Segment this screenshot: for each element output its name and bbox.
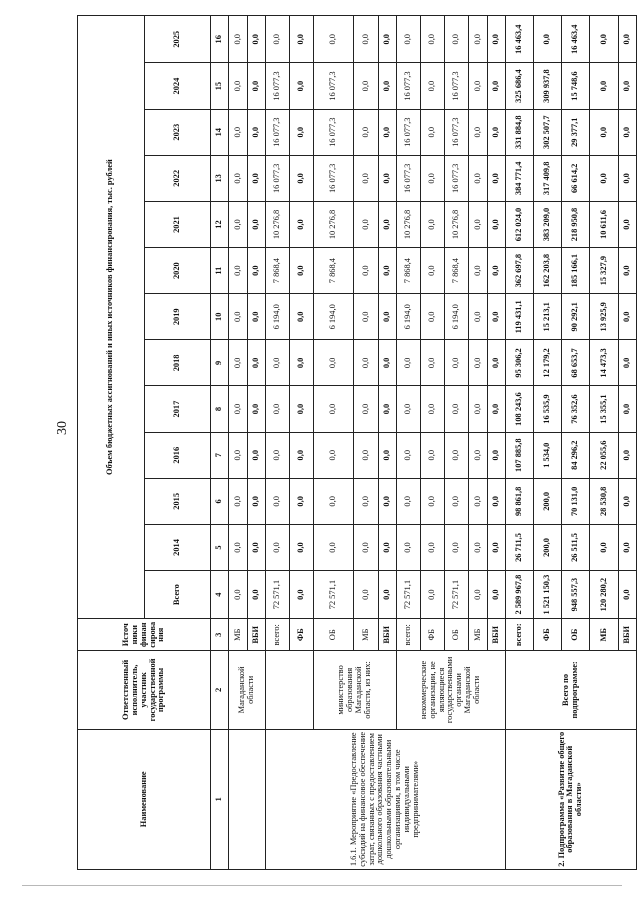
value-cell: 29 377,1 <box>562 109 590 155</box>
value-cell: 15 748,6 <box>562 63 590 109</box>
value-cell: 72 571,1 <box>396 571 420 619</box>
value-cell: 0,0 <box>354 571 378 619</box>
column-number: 16 <box>211 16 229 64</box>
value-cell: 0,0 <box>229 248 247 294</box>
column-number: 8 <box>211 386 229 432</box>
value-cell: 0,0 <box>487 109 505 155</box>
subprogram-name-cell: 2. Подпрограмма «Развитие общего образования в Магаданской области» <box>505 729 636 869</box>
volume-header: Объем бюджетных ассигнований и иных источников финансирования, тыс. рублей <box>78 16 145 619</box>
value-cell: 0,0 <box>247 340 265 386</box>
year-header: 2022 <box>144 155 211 201</box>
top-executor-cell: Магаданской области <box>229 651 265 729</box>
value-cell: 0,0 <box>229 201 247 247</box>
value-cell: 0,0 <box>354 340 378 386</box>
value-cell: 0,0 <box>378 294 396 340</box>
value-cell: 0,0 <box>265 524 289 570</box>
value-cell: 0,0 <box>265 386 289 432</box>
value-cell: 0,0 <box>229 571 247 619</box>
value-cell: 10 276,8 <box>396 201 420 247</box>
value-cell: 6 194,0 <box>445 294 469 340</box>
value-cell: 13 925,9 <box>590 294 618 340</box>
value-cell: 0,0 <box>354 63 378 109</box>
column-number: 12 <box>211 201 229 247</box>
value-cell: 0,0 <box>469 294 487 340</box>
source-cell: ВБИ <box>487 619 505 651</box>
source-cell: МБ <box>354 619 378 651</box>
value-cell: 0,0 <box>420 432 444 478</box>
value-cell: 0,0 <box>487 294 505 340</box>
nko-executor-cell: некоммерческие организации, не являющиеся государственными органами Магаданской области <box>396 651 505 729</box>
value-cell: 0,0 <box>314 432 354 478</box>
value-cell: 0,0 <box>487 524 505 570</box>
value-cell: 0,0 <box>420 478 444 524</box>
value-cell: 0,0 <box>487 155 505 201</box>
value-cell: 0,0 <box>247 524 265 570</box>
column-number: 3 <box>211 619 229 651</box>
source-cell: ОБ <box>445 619 469 651</box>
source-cell: ФБ <box>289 619 313 651</box>
value-cell: 16 077,3 <box>445 63 469 109</box>
value-cell: 0,0 <box>487 386 505 432</box>
value-cell: 162 203,8 <box>533 248 561 294</box>
value-cell: 0,0 <box>247 201 265 247</box>
year-header: 2025 <box>144 16 211 64</box>
value-cell: 10 276,8 <box>265 201 289 247</box>
value-cell: 6 194,0 <box>265 294 289 340</box>
value-cell: 0,0 <box>618 386 636 432</box>
value-cell: 0,0 <box>229 386 247 432</box>
value-cell: 0,0 <box>420 386 444 432</box>
value-cell: 0,0 <box>590 155 618 201</box>
value-cell: 0,0 <box>289 63 313 109</box>
source-cell: ОБ <box>314 619 354 651</box>
value-cell: 7 868,4 <box>445 248 469 294</box>
value-cell: 28 530,8 <box>590 478 618 524</box>
value-cell: 0,0 <box>378 432 396 478</box>
value-cell: 0,0 <box>396 16 420 64</box>
value-cell: 26 711,5 <box>505 524 533 570</box>
value-cell: 0,0 <box>289 432 313 478</box>
value-cell: 0,0 <box>487 248 505 294</box>
value-cell: 0,0 <box>289 248 313 294</box>
value-cell: 218 950,8 <box>562 201 590 247</box>
value-cell: 0,0 <box>469 571 487 619</box>
value-cell: 66 614,2 <box>562 155 590 201</box>
value-cell: 0,0 <box>247 155 265 201</box>
value-cell: 0,0 <box>469 478 487 524</box>
value-cell: 0,0 <box>229 524 247 570</box>
value-cell: 383 209,0 <box>533 201 561 247</box>
year-header: 2018 <box>144 340 211 386</box>
source-cell: ВБИ <box>247 619 265 651</box>
value-cell: 612 024,0 <box>505 201 533 247</box>
measure-name-cell: 1.6.1. Мероприятие «Предоставление субсидий на финансовое обеспечение затрат, связанных с предоставлением дошкольного образования частными дошкольными образовательными организациями, в том числе индивидуальными предпринимателями» <box>265 729 505 869</box>
value-cell: 22 055,6 <box>590 432 618 478</box>
value-cell: 0,0 <box>354 294 378 340</box>
value-cell: 15 327,9 <box>590 248 618 294</box>
value-cell: 6 194,0 <box>396 294 420 340</box>
value-cell: 0,0 <box>469 155 487 201</box>
value-cell: 0,0 <box>354 432 378 478</box>
value-cell: 7 868,4 <box>396 248 420 294</box>
executor-header: Ответственный исполнитель, участник государственной программы <box>78 651 211 729</box>
value-cell: 0,0 <box>247 571 265 619</box>
year-header: 2023 <box>144 109 211 155</box>
value-cell: 0,0 <box>618 294 636 340</box>
value-cell: 0,0 <box>618 63 636 109</box>
year-header: Всего <box>144 571 211 619</box>
value-cell: 0,0 <box>618 571 636 619</box>
column-number: 15 <box>211 63 229 109</box>
value-cell: 0,0 <box>314 524 354 570</box>
value-cell: 0,0 <box>487 478 505 524</box>
value-cell: 0,0 <box>469 248 487 294</box>
value-cell: 16 077,3 <box>265 63 289 109</box>
column-number: 4 <box>211 571 229 619</box>
value-cell: 26 511,5 <box>562 524 590 570</box>
value-cell: 0,0 <box>487 340 505 386</box>
subprogram-total-cell: Всего по подпрограмме: <box>505 651 636 729</box>
value-cell: 0,0 <box>420 340 444 386</box>
value-cell: 16 463,4 <box>505 16 533 64</box>
value-cell: 0,0 <box>247 16 265 64</box>
value-cell: 0,0 <box>618 432 636 478</box>
value-cell: 0,0 <box>469 386 487 432</box>
value-cell: 119 431,1 <box>505 294 533 340</box>
value-cell: 0,0 <box>420 248 444 294</box>
year-header: 2024 <box>144 63 211 109</box>
value-cell: 16 077,3 <box>445 109 469 155</box>
value-cell: 0,0 <box>618 248 636 294</box>
value-cell: 16 077,3 <box>396 109 420 155</box>
value-cell: 107 885,8 <box>505 432 533 478</box>
year-header: 2021 <box>144 201 211 247</box>
value-cell: 0,0 <box>487 16 505 64</box>
value-cell: 0,0 <box>396 386 420 432</box>
value-cell: 0,0 <box>469 524 487 570</box>
value-cell: 0,0 <box>469 432 487 478</box>
value-cell: 0,0 <box>314 386 354 432</box>
value-cell: 0,0 <box>618 109 636 155</box>
value-cell: 0,0 <box>420 155 444 201</box>
source-cell: МБ <box>469 619 487 651</box>
value-cell: 108 243,6 <box>505 386 533 432</box>
value-cell: 16 463,4 <box>562 16 590 64</box>
value-cell: 2 589 967,8 <box>505 571 533 619</box>
value-cell: 0,0 <box>420 201 444 247</box>
value-cell: 0,0 <box>378 478 396 524</box>
header-row <box>78 16 145 870</box>
value-cell: 10 611,6 <box>590 201 618 247</box>
value-cell: 0,0 <box>590 16 618 64</box>
value-cell: 72 571,1 <box>265 571 289 619</box>
source-cell: всего: <box>265 619 289 651</box>
column-number: 7 <box>211 432 229 478</box>
value-cell: 0,0 <box>354 386 378 432</box>
value-cell: 0,0 <box>289 386 313 432</box>
value-cell: 0,0 <box>378 248 396 294</box>
source-cell: всего: <box>505 619 533 651</box>
value-cell: 72 571,1 <box>314 571 354 619</box>
value-cell: 0,0 <box>265 340 289 386</box>
source-cell: МБ <box>590 619 618 651</box>
value-cell: 0,0 <box>445 16 469 64</box>
value-cell: 0,0 <box>247 478 265 524</box>
value-cell: 0,0 <box>265 16 289 64</box>
value-cell: 0,0 <box>229 155 247 201</box>
value-cell: 0,0 <box>289 294 313 340</box>
value-cell: 0,0 <box>618 478 636 524</box>
value-cell: 16 077,3 <box>314 63 354 109</box>
value-cell: 0,0 <box>590 109 618 155</box>
source-cell: всего: <box>396 619 420 651</box>
value-cell: 0,0 <box>354 248 378 294</box>
source-header: Источники финансирования <box>78 619 211 651</box>
value-cell: 0,0 <box>618 524 636 570</box>
value-cell: 15 213,1 <box>533 294 561 340</box>
value-cell: 1 534,0 <box>533 432 561 478</box>
table-row <box>265 16 289 870</box>
value-cell: 12 179,2 <box>533 340 561 386</box>
value-cell: 0,0 <box>378 340 396 386</box>
value-cell: 0,0 <box>396 478 420 524</box>
value-cell: 0,0 <box>354 478 378 524</box>
value-cell: 0,0 <box>247 63 265 109</box>
year-header: 2017 <box>144 386 211 432</box>
value-cell: 200,0 <box>533 478 561 524</box>
value-cell: 0,0 <box>445 340 469 386</box>
value-cell: 0,0 <box>354 16 378 64</box>
value-cell: 0,0 <box>469 201 487 247</box>
value-cell: 185 166,1 <box>562 248 590 294</box>
value-cell: 0,0 <box>396 340 420 386</box>
value-cell: 0,0 <box>487 571 505 619</box>
value-cell: 16 077,3 <box>314 155 354 201</box>
value-cell: 0,0 <box>445 432 469 478</box>
value-cell: 0,0 <box>229 340 247 386</box>
value-cell: 0,0 <box>247 294 265 340</box>
value-cell: 309 937,8 <box>533 63 561 109</box>
value-cell: 0,0 <box>469 63 487 109</box>
value-cell: 0,0 <box>469 340 487 386</box>
value-cell: 0,0 <box>229 294 247 340</box>
financing-table <box>77 15 637 870</box>
measure-executor-cell <box>265 651 313 729</box>
source-cell: ОБ <box>562 619 590 651</box>
value-cell: 0,0 <box>289 340 313 386</box>
name-header: Наименование <box>78 729 211 869</box>
value-cell: 0,0 <box>445 478 469 524</box>
value-cell: 362 697,8 <box>505 248 533 294</box>
value-cell: 0,0 <box>247 248 265 294</box>
value-cell: 68 653,7 <box>562 340 590 386</box>
value-cell: 331 884,8 <box>505 109 533 155</box>
value-cell: 16 077,3 <box>396 63 420 109</box>
column-number: 9 <box>211 340 229 386</box>
value-cell: 7 868,4 <box>314 248 354 294</box>
value-cell: 0,0 <box>396 524 420 570</box>
value-cell: 10 276,8 <box>445 201 469 247</box>
value-cell: 16 077,3 <box>265 155 289 201</box>
year-header: 2020 <box>144 248 211 294</box>
value-cell: 0,0 <box>265 478 289 524</box>
value-cell: 0,0 <box>445 524 469 570</box>
value-cell: 0,0 <box>354 524 378 570</box>
value-cell: 70 131,0 <box>562 478 590 524</box>
value-cell: 0,0 <box>378 155 396 201</box>
year-header: 2014 <box>144 524 211 570</box>
value-cell: 0,0 <box>420 63 444 109</box>
value-cell: 120 280,2 <box>590 571 618 619</box>
column-numbers-row <box>211 16 229 870</box>
value-cell: 95 306,2 <box>505 340 533 386</box>
value-cell: 0,0 <box>420 524 444 570</box>
value-cell: 0,0 <box>487 201 505 247</box>
value-cell: 0,0 <box>314 340 354 386</box>
value-cell: 0,0 <box>420 109 444 155</box>
value-cell: 0,0 <box>590 524 618 570</box>
value-cell: 302 507,7 <box>533 109 561 155</box>
value-cell: 15 355,1 <box>590 386 618 432</box>
source-cell: ВБИ <box>378 619 396 651</box>
value-cell: 0,0 <box>396 432 420 478</box>
source-cell: ФБ <box>533 619 561 651</box>
value-cell: 0,0 <box>289 571 313 619</box>
value-cell: 84 296,2 <box>562 432 590 478</box>
value-cell: 0,0 <box>618 16 636 64</box>
year-header: 2019 <box>144 294 211 340</box>
value-cell: 6 194,0 <box>314 294 354 340</box>
value-cell: 0,0 <box>378 524 396 570</box>
column-number: 14 <box>211 109 229 155</box>
value-cell: 0,0 <box>289 478 313 524</box>
value-cell: 0,0 <box>265 432 289 478</box>
value-cell: 76 352,6 <box>562 386 590 432</box>
value-cell: 98 861,8 <box>505 478 533 524</box>
source-cell: МБ <box>229 619 247 651</box>
value-cell: 0,0 <box>314 16 354 64</box>
column-number: 2 <box>211 651 229 729</box>
table-row <box>229 16 247 870</box>
value-cell: 0,0 <box>469 109 487 155</box>
value-cell: 16 077,3 <box>396 155 420 201</box>
value-cell: 0,0 <box>378 63 396 109</box>
value-cell: 0,0 <box>378 109 396 155</box>
value-cell: 0,0 <box>229 16 247 64</box>
year-header: 2016 <box>144 432 211 478</box>
value-cell: 14 473,3 <box>590 340 618 386</box>
rotated-table-wrapper <box>77 15 637 870</box>
source-cell: ФБ <box>420 619 444 651</box>
value-cell: 0,0 <box>618 340 636 386</box>
value-cell: 0,0 <box>487 432 505 478</box>
value-cell: 325 686,4 <box>505 63 533 109</box>
value-cell: 0,0 <box>469 16 487 64</box>
value-cell: 0,0 <box>378 571 396 619</box>
value-cell: 16 077,3 <box>265 109 289 155</box>
value-cell: 0,0 <box>487 63 505 109</box>
value-cell: 0,0 <box>378 201 396 247</box>
value-cell: 0,0 <box>229 63 247 109</box>
value-cell: 0,0 <box>354 155 378 201</box>
value-cell: 16 077,3 <box>314 109 354 155</box>
scan-edge-line <box>22 885 622 886</box>
year-header: 2015 <box>144 478 211 524</box>
value-cell: 0,0 <box>289 155 313 201</box>
value-cell: 10 276,8 <box>314 201 354 247</box>
value-cell: 0,0 <box>420 16 444 64</box>
value-cell: 0,0 <box>289 201 313 247</box>
ministry-executor-cell: министерство образования Магаданской области, из них: <box>314 651 397 729</box>
source-cell: ВБИ <box>618 619 636 651</box>
value-cell: 16 535,9 <box>533 386 561 432</box>
page-number: 30 <box>55 421 70 435</box>
value-cell: 0,0 <box>378 386 396 432</box>
value-cell: 7 868,4 <box>265 248 289 294</box>
table-row <box>505 16 533 870</box>
value-cell: 0,0 <box>247 386 265 432</box>
value-cell: 72 571,1 <box>445 571 469 619</box>
column-number: 6 <box>211 478 229 524</box>
value-cell: 0,0 <box>533 16 561 64</box>
value-cell: 0,0 <box>289 524 313 570</box>
value-cell: 16 077,3 <box>445 155 469 201</box>
value-cell: 0,0 <box>378 16 396 64</box>
value-cell: 948 557,3 <box>562 571 590 619</box>
value-cell: 90 292,1 <box>562 294 590 340</box>
column-number: 10 <box>211 294 229 340</box>
continued-name-cell <box>229 729 265 869</box>
value-cell: 200,0 <box>533 524 561 570</box>
value-cell: 0,0 <box>247 432 265 478</box>
value-cell: 0,0 <box>618 155 636 201</box>
value-cell: 1 521 150,3 <box>533 571 561 619</box>
value-cell: 0,0 <box>247 109 265 155</box>
value-cell: 0,0 <box>229 432 247 478</box>
value-cell: 0,0 <box>420 571 444 619</box>
value-cell: 0,0 <box>445 386 469 432</box>
value-cell: 0,0 <box>289 109 313 155</box>
column-number: 13 <box>211 155 229 201</box>
value-cell: 0,0 <box>314 478 354 524</box>
column-number: 1 <box>211 729 229 869</box>
value-cell: 0,0 <box>354 109 378 155</box>
value-cell: 0,0 <box>289 16 313 64</box>
value-cell: 0,0 <box>420 294 444 340</box>
value-cell: 0,0 <box>354 201 378 247</box>
column-number: 11 <box>211 248 229 294</box>
value-cell: 0,0 <box>590 63 618 109</box>
value-cell: 0,0 <box>618 201 636 247</box>
value-cell: 317 409,8 <box>533 155 561 201</box>
value-cell: 0,0 <box>229 478 247 524</box>
value-cell: 0,0 <box>229 109 247 155</box>
column-number: 5 <box>211 524 229 570</box>
value-cell: 384 771,4 <box>505 155 533 201</box>
